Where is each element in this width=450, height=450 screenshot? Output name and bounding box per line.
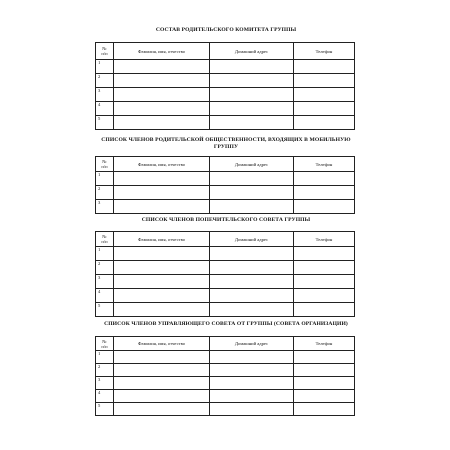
- phone-cell[interactable]: [294, 200, 355, 214]
- header-number: № п/п: [96, 157, 114, 172]
- header-name: Фамилия, имя, отчество: [114, 157, 210, 172]
- name-cell[interactable]: [114, 88, 210, 102]
- address-cell[interactable]: [210, 200, 294, 214]
- address-cell[interactable]: [210, 261, 294, 275]
- phone-cell[interactable]: [294, 247, 355, 261]
- table-row: [96, 275, 355, 289]
- row-number: 1: [96, 60, 114, 74]
- name-cell[interactable]: [114, 102, 210, 116]
- section-title-mobile-group: СПИСОК ЧЛЕНОВ РОДИТЕЛЬСКОЙ ОБЩЕСТВЕННОСТИ, ВХОДЯЩИХ В МОБИЛЬНУЮ ГРУППУ: [101, 137, 351, 150]
- table-row: [96, 116, 355, 130]
- row-number: 3: [96, 377, 114, 390]
- section-title-board-of-trustees: СПИСОК ЧЛЕНОВ ПОПЕЧИТЕЛЬСКОГО СОВЕТА ГРУППЫ: [141, 217, 311, 223]
- name-cell[interactable]: [114, 377, 210, 390]
- name-cell[interactable]: [114, 390, 210, 403]
- header-address: Домашний адрес: [210, 232, 294, 247]
- phone-cell[interactable]: [294, 403, 355, 416]
- phone-cell[interactable]: [294, 88, 355, 102]
- name-cell[interactable]: [114, 351, 210, 364]
- table-row: [96, 390, 355, 403]
- phone-cell[interactable]: [294, 289, 355, 303]
- table-row: [96, 102, 355, 116]
- header-phone: Телефон: [294, 43, 355, 60]
- row-number: 5: [96, 116, 114, 130]
- phone-cell[interactable]: [294, 377, 355, 390]
- table-row: [96, 403, 355, 416]
- table-row: [96, 289, 355, 303]
- table-row: [96, 364, 355, 377]
- row-number: 4: [96, 390, 114, 403]
- header-name: Фамилия, имя, отчество: [114, 232, 210, 247]
- governing-council-table: [95, 336, 355, 416]
- phone-cell[interactable]: [294, 275, 355, 289]
- phone-cell[interactable]: [294, 351, 355, 364]
- address-cell[interactable]: [210, 88, 294, 102]
- address-cell[interactable]: [210, 102, 294, 116]
- address-cell[interactable]: [210, 390, 294, 403]
- phone-cell[interactable]: [294, 102, 355, 116]
- phone-cell[interactable]: [294, 60, 355, 74]
- section-title-parent-committee: СОСТАВ РОДИТЕЛЬСКОГО КОМИТЕТА ГРУППЫ: [155, 27, 297, 33]
- row-number: 5: [96, 303, 114, 317]
- header-number: № п/п: [96, 232, 114, 247]
- section-title-governing-council: СПИСОК ЧЛЕНОВ УПРАВЛЯЮЩЕГО СОВЕТА ОТ ГРУППЫ (СОВЕТА ОРГАНИЗАЦИИ): [104, 321, 348, 327]
- phone-cell[interactable]: [294, 116, 355, 130]
- table-row: [96, 74, 355, 88]
- address-cell[interactable]: [210, 247, 294, 261]
- header-number: № п/п: [96, 43, 114, 60]
- name-cell[interactable]: [114, 275, 210, 289]
- name-cell[interactable]: [114, 200, 210, 214]
- phone-cell[interactable]: [294, 303, 355, 317]
- phone-cell[interactable]: [294, 390, 355, 403]
- board-of-trustees-table: [95, 231, 355, 317]
- name-cell[interactable]: [114, 303, 210, 317]
- name-cell[interactable]: [114, 116, 210, 130]
- phone-cell[interactable]: [294, 172, 355, 186]
- name-cell[interactable]: [114, 364, 210, 377]
- table-header-row: [96, 43, 355, 60]
- parent-committee-table: [95, 42, 355, 130]
- table-row: [96, 172, 355, 186]
- name-cell[interactable]: [114, 247, 210, 261]
- address-cell[interactable]: [210, 289, 294, 303]
- table-header-row: [96, 232, 355, 247]
- table-header-row: [96, 337, 355, 351]
- address-cell[interactable]: [210, 275, 294, 289]
- name-cell[interactable]: [114, 261, 210, 275]
- table-row: [96, 377, 355, 390]
- row-number: 4: [96, 289, 114, 303]
- phone-cell[interactable]: [294, 74, 355, 88]
- table-row: [96, 186, 355, 200]
- header-name: Фамилия, имя, отчество: [114, 43, 210, 60]
- header-address: Домашний адрес: [210, 43, 294, 60]
- row-number: 4: [96, 102, 114, 116]
- header-phone: Телефон: [294, 232, 355, 247]
- table-row: [96, 60, 355, 74]
- phone-cell[interactable]: [294, 364, 355, 377]
- phone-cell[interactable]: [294, 186, 355, 200]
- address-cell[interactable]: [210, 364, 294, 377]
- table-header-row: [96, 157, 355, 172]
- name-cell[interactable]: [114, 60, 210, 74]
- address-cell[interactable]: [210, 116, 294, 130]
- address-cell[interactable]: [210, 377, 294, 390]
- table-row: [96, 88, 355, 102]
- table-row: [96, 261, 355, 275]
- header-phone: Телефон: [294, 337, 355, 351]
- address-cell[interactable]: [210, 403, 294, 416]
- row-number: 2: [96, 74, 114, 88]
- row-number: 1: [96, 351, 114, 364]
- row-number: 3: [96, 200, 114, 214]
- address-cell[interactable]: [210, 74, 294, 88]
- table-row: [96, 200, 355, 214]
- address-cell[interactable]: [210, 186, 294, 200]
- row-number: 1: [96, 247, 114, 261]
- header-phone: Телефон: [294, 157, 355, 172]
- mobile-group-table: [95, 156, 355, 214]
- row-number: 2: [96, 186, 114, 200]
- header-address: Домашний адрес: [210, 157, 294, 172]
- row-number: 2: [96, 261, 114, 275]
- row-number: 1: [96, 172, 114, 186]
- table-row: [96, 303, 355, 317]
- address-cell[interactable]: [210, 351, 294, 364]
- address-cell[interactable]: [210, 60, 294, 74]
- header-address: Домашний адрес: [210, 337, 294, 351]
- phone-cell[interactable]: [294, 261, 355, 275]
- header-name: Фамилия, имя, отчество: [114, 337, 210, 351]
- row-number: 2: [96, 364, 114, 377]
- address-cell[interactable]: [210, 172, 294, 186]
- row-number: 3: [96, 88, 114, 102]
- name-cell[interactable]: [114, 74, 210, 88]
- table-row: [96, 351, 355, 364]
- name-cell[interactable]: [114, 289, 210, 303]
- name-cell[interactable]: [114, 186, 210, 200]
- name-cell[interactable]: [114, 403, 210, 416]
- table-row: [96, 247, 355, 261]
- address-cell[interactable]: [210, 303, 294, 317]
- row-number: 5: [96, 403, 114, 416]
- name-cell[interactable]: [114, 172, 210, 186]
- row-number: 3: [96, 275, 114, 289]
- header-number: № п/п: [96, 337, 114, 351]
